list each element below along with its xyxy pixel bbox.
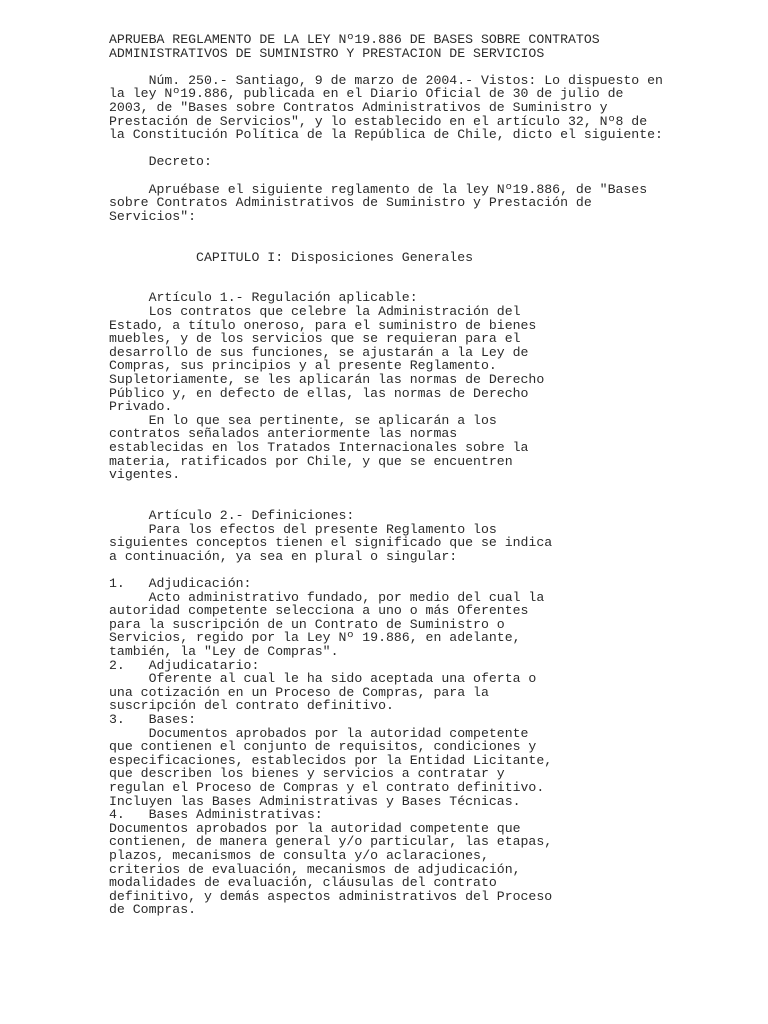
document-line: regulan el Proceso de Compras y el contrato definitivo. — [109, 780, 545, 795]
document-line: plazos, mecanismos de consulta y/o aclaraciones, — [109, 848, 489, 863]
document-line: Privado. — [109, 399, 173, 415]
document-line: Servicios, regido por la Ley Nº 19.886, en adelante, — [109, 630, 521, 646]
document-line: Servicios": — [109, 208, 197, 224]
document-line: vigentes. — [109, 467, 181, 483]
document-line: también, la "Ley de Compras". — [109, 644, 339, 659]
document-line: Supletoriamente, se les aplicarán las normas de Derecho — [109, 372, 545, 387]
document-line: la Constitución Política de la República de Chile, dicto el siguiente: — [109, 127, 663, 143]
document-line: Incluyen las Bases Administrativas y Bases Técnicas. — [109, 793, 521, 809]
document-line: Artículo 2.- Definiciones: — [109, 508, 355, 523]
document-line: suscripción del contrato definitivo. — [109, 698, 394, 714]
document-line: Artículo 1.- Regulación aplicable: — [109, 290, 418, 306]
document-line: Acto administrativo fundado, por medio del cual la — [109, 589, 545, 605]
document-line: Documentos aprobados por la autoridad competente — [109, 725, 529, 741]
document-line: a continuación, ya sea en plural o singular: — [109, 548, 458, 564]
document-line: Estado, a título oneroso, para el suministro de bienes — [109, 317, 537, 333]
document-line: desarrollo de sus funciones, se ajustarán a la Ley de — [109, 344, 529, 360]
document-line: una cotización en un Proceso de Compras, para la — [109, 684, 489, 700]
document-line: establecidas en los Tratados Internacionales sobre la — [109, 440, 529, 455]
document-line: autoridad competente selecciona a uno o más Oferentes — [109, 603, 529, 619]
document-line: 1. Adjudicación: — [109, 576, 252, 591]
document-line: APRUEBA REGLAMENTO DE LA LEY Nº19.886 DE BASES SOBRE CONTRATOS — [109, 32, 600, 47]
document-line: modalidades de evaluación, cláusulas del contrato — [109, 875, 497, 891]
document-line: criterios de evaluación, mecanismos de adjudicación, — [109, 861, 521, 877]
document-line: que describen los bienes y servicios a contratar y — [109, 766, 505, 782]
document-line: que contienen el conjunto de requisitos, condiciones y — [109, 739, 537, 755]
document-line: Compras, sus principios y al presente Reglamento. — [109, 358, 497, 374]
document-line: CAPITULO I: Disposiciones Generales — [109, 249, 474, 265]
document-line: contienen, de manera general y/o particular, las etapas, — [109, 834, 553, 850]
document-line: Prestación de Servicios", y lo establecido en el artículo 32, Nº8 de — [109, 113, 648, 129]
document-line: 3. Bases: — [109, 712, 197, 727]
document-line: 4. Bases Administrativas: — [109, 807, 323, 823]
document-line: En lo que sea pertinente, se aplicarán a los — [109, 412, 497, 428]
document-line: para la suscripción de un Contrato de Suministro o — [109, 616, 505, 632]
document-line: de Compras. — [109, 902, 197, 918]
document-line: 2. Adjudicatario: — [109, 657, 260, 673]
document-line: siguientes conceptos tienen el significado que se indica — [109, 535, 553, 551]
document-line: la ley Nº19.886, publicada en el Diario Oficial de 30 de julio de — [109, 86, 624, 102]
document-line: Apruébase el siguiente reglamento de la ley Nº19.886, de "Bases — [109, 181, 648, 197]
document-line: ADMINISTRATIVOS DE SUMINISTRO Y PRESTACION DE SERVICIOS — [109, 45, 545, 61]
document-line: Oferente al cual le ha sido aceptada una oferta o — [109, 671, 537, 687]
document-line: muebles, y de los servicios que se requieran para el — [109, 331, 521, 347]
document-line: Decreto: — [109, 154, 212, 170]
document-line: Núm. 250.- Santiago, 9 de marzo de 2004.- Vistos: Lo dispuesto en — [109, 72, 663, 88]
document-line: Para los efectos del presente Reglamento los — [109, 521, 497, 537]
document-line: especificaciones, establecidos por la Entidad Licitante, — [109, 752, 553, 768]
document-line: Documentos aprobados por la autoridad competente que — [109, 820, 521, 836]
document-line: definitivo, y demás aspectos administrativos del Proceso — [109, 888, 553, 904]
document-line: Los contratos que celebre la Administración del — [109, 304, 521, 319]
document-line: materia, ratificados por Chile, y que se encuentren — [109, 453, 513, 469]
document-line: sobre Contratos Administrativos de Suministro y Prestación de — [109, 195, 592, 211]
document-line: contratos señalados anteriormente las normas — [109, 426, 458, 442]
document-line: 2003, de "Bases sobre Contratos Administrativos de Suministro y — [109, 100, 608, 115]
document-line: Público y, en defecto de ellas, las normas de Derecho — [109, 385, 529, 401]
